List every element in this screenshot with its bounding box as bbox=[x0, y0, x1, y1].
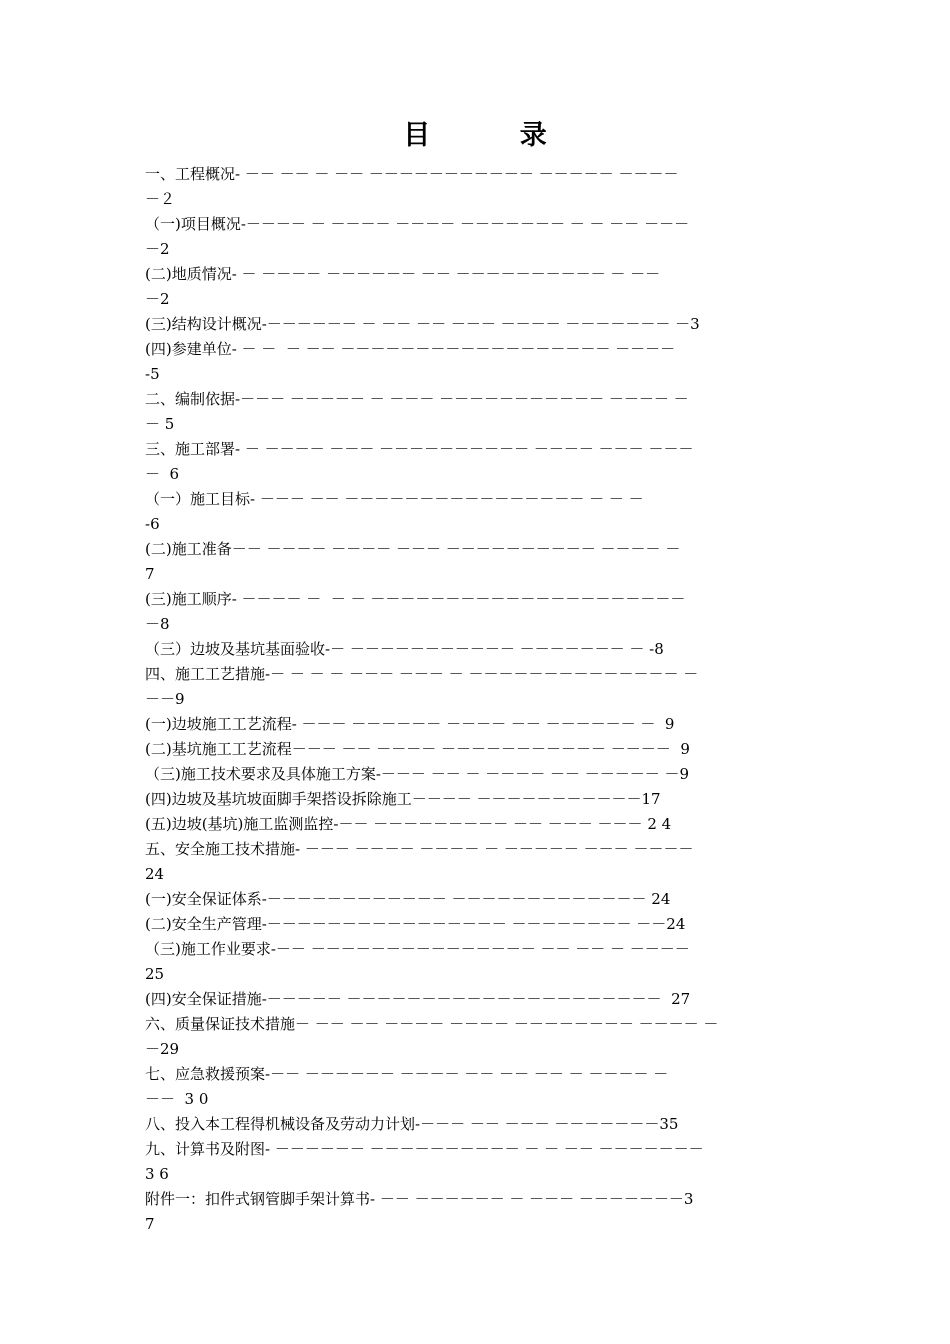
toc-entry[interactable]: 六、质量保证技术措施－ －－ －－ －－－－ －－－－ －－－－－－－－ －－－－ － bbox=[145, 1015, 719, 1033]
toc-entry-page: －2 bbox=[145, 290, 170, 308]
toc-entry[interactable]: （三）边坡及基坑基面验收-－ －－－－－－－－－－－ －－－－－－－ － -8 bbox=[145, 640, 664, 658]
toc-entry-page: －2 bbox=[145, 240, 170, 258]
toc-entry[interactable]: 附件一：扣件式钢管脚手架计算书- －－ －－－－－－ － －－－ －－－－－－－3 bbox=[145, 1190, 694, 1208]
toc-entry[interactable]: 七、应急救援预案-－－ －－－－－－ －－－－ －－ －－ －－ － －－－－ － bbox=[145, 1065, 669, 1083]
toc-entry[interactable]: (三)结构设计概况-－－－－－－ － －－ －－ －－－ －－－－ －－－－－－－ －3 bbox=[145, 315, 700, 333]
toc-entry[interactable]: （一)项目概况-－－－－ － －－－－ －－－－ －－－－－－－ － － －－ －－－ bbox=[145, 215, 690, 233]
toc-entry-page: －２ bbox=[145, 190, 176, 208]
toc-entry-page: 25 bbox=[145, 965, 165, 983]
toc-entry-page: -6 bbox=[145, 515, 160, 533]
toc-entry[interactable]: 五、安全施工技术措施- －－－ －－－－ －－－－ － －－－－－ －－－ －－－－ bbox=[145, 840, 694, 858]
toc-entry[interactable]: 四、施工工艺措施-－ － － － －－－ －－－ － －－－－－－－－－－－－－－ － bbox=[145, 665, 699, 683]
toc-entry-page: －8 bbox=[145, 615, 170, 633]
toc-entry-page: 7 bbox=[145, 1215, 155, 1233]
toc-entry-page: －－ 3 0 bbox=[145, 1090, 209, 1108]
toc-entry-page: 24 bbox=[145, 865, 165, 883]
page-title: 目 录 bbox=[403, 120, 587, 151]
toc-entry[interactable]: (一)边坡施工工艺流程- －－－ －－－－－－ －－－－ －－ －－－－－－ － 9 bbox=[145, 715, 675, 733]
toc-entry[interactable]: (四)边坡及基坑坡面脚手架搭设拆除施工－－－－ －－－－－－－－－－－17 bbox=[145, 790, 661, 808]
toc-entry-page: 3 6 bbox=[145, 1165, 169, 1183]
toc-entry[interactable]: (五)边坡(基坑)施工监测监控-－－ －－－－－－－－－ －－ －－－ －－－ 2 4 bbox=[145, 815, 672, 833]
toc-entry[interactable]: （一）施工目标- －－－ －－ －－－－－－－－－－－－－－－－ － － － bbox=[145, 490, 644, 508]
toc-entry-page: -5 bbox=[145, 365, 160, 383]
toc-entry[interactable]: 一、工程概况- －－ －－ － －－ －－－－－－－－－－－ －－－－－ －－－－ bbox=[145, 165, 679, 183]
toc-entry-page: －－9 bbox=[145, 690, 185, 708]
toc-entry[interactable]: (一)安全保证体系-－－－－－－－－－－－－ －－－－－－－－－－－－－ 24 bbox=[145, 890, 671, 908]
toc-entry-page: － 6 bbox=[145, 465, 180, 483]
toc-entry[interactable]: (四)参建单位- － － － －－ －－－－－－－－－－－－－－－－－－ －－－－ bbox=[145, 340, 676, 358]
toc-entry[interactable]: 三、施工部署- － －－－－ －－－ －－－－－－－－－－ －－－－ －－－ －－－ bbox=[145, 440, 694, 458]
toc-entry[interactable]: (二)施工准备－－ －－－－ －－－－ －－－ －－－－－－－－－－ －－－－ － bbox=[145, 540, 681, 558]
toc-entry[interactable]: (二)基坑施工工艺流程－－－ －－ －－－－ －－－－－－－－－－－ －－－－ 9 bbox=[145, 740, 690, 758]
table-of-contents bbox=[145, 162, 807, 1237]
toc-entry[interactable]: 二、编制依据-－－－ －－－－－ － －－－ －－－－－－－－－－－ －－－－ － bbox=[145, 390, 689, 408]
toc-entry[interactable]: (四)安全保证措施-－－－－－ －－－－－－－－－－－－－－－－－－－－－ 27 bbox=[145, 990, 691, 1008]
toc-entry[interactable]: 九、计算书及附图- －－－－－－ －－－－－－－－－－ － － －－ －－－－－－－ bbox=[145, 1140, 704, 1158]
toc-entry[interactable]: (二)地质情况- － －－－－ －－－－－－ －－ －－－－－－－－－－ － －－ bbox=[145, 265, 661, 283]
toc-entry[interactable]: (二)安全生产管理-－－－－－－－－－－－－－－－－ －－－－－－－－ －－24 bbox=[145, 915, 686, 933]
toc-entry-page: － 5 bbox=[145, 415, 175, 433]
toc-entry-page: －29 bbox=[145, 1040, 180, 1058]
toc-entry-page: 7 bbox=[145, 565, 155, 583]
toc-entry[interactable]: （三)施工作业要求-－－ －－－－－－－－－－－－－－－ －－ －－ － －－－－ bbox=[145, 940, 690, 958]
toc-entry[interactable]: （三)施工技术要求及具体施工方案-－－－ －－ － －－－－ －－ －－－－－ －9 bbox=[145, 765, 690, 783]
toc-entry[interactable]: 八、投入本工程得机械设备及劳动力计划-－－－ －－ －－－ －－－－－－－35 bbox=[145, 1115, 679, 1133]
toc-entry[interactable]: (三)施工顺序- －－－－ － － － －－－－－－－－－－－－－－－－－－－－－ bbox=[145, 590, 686, 608]
